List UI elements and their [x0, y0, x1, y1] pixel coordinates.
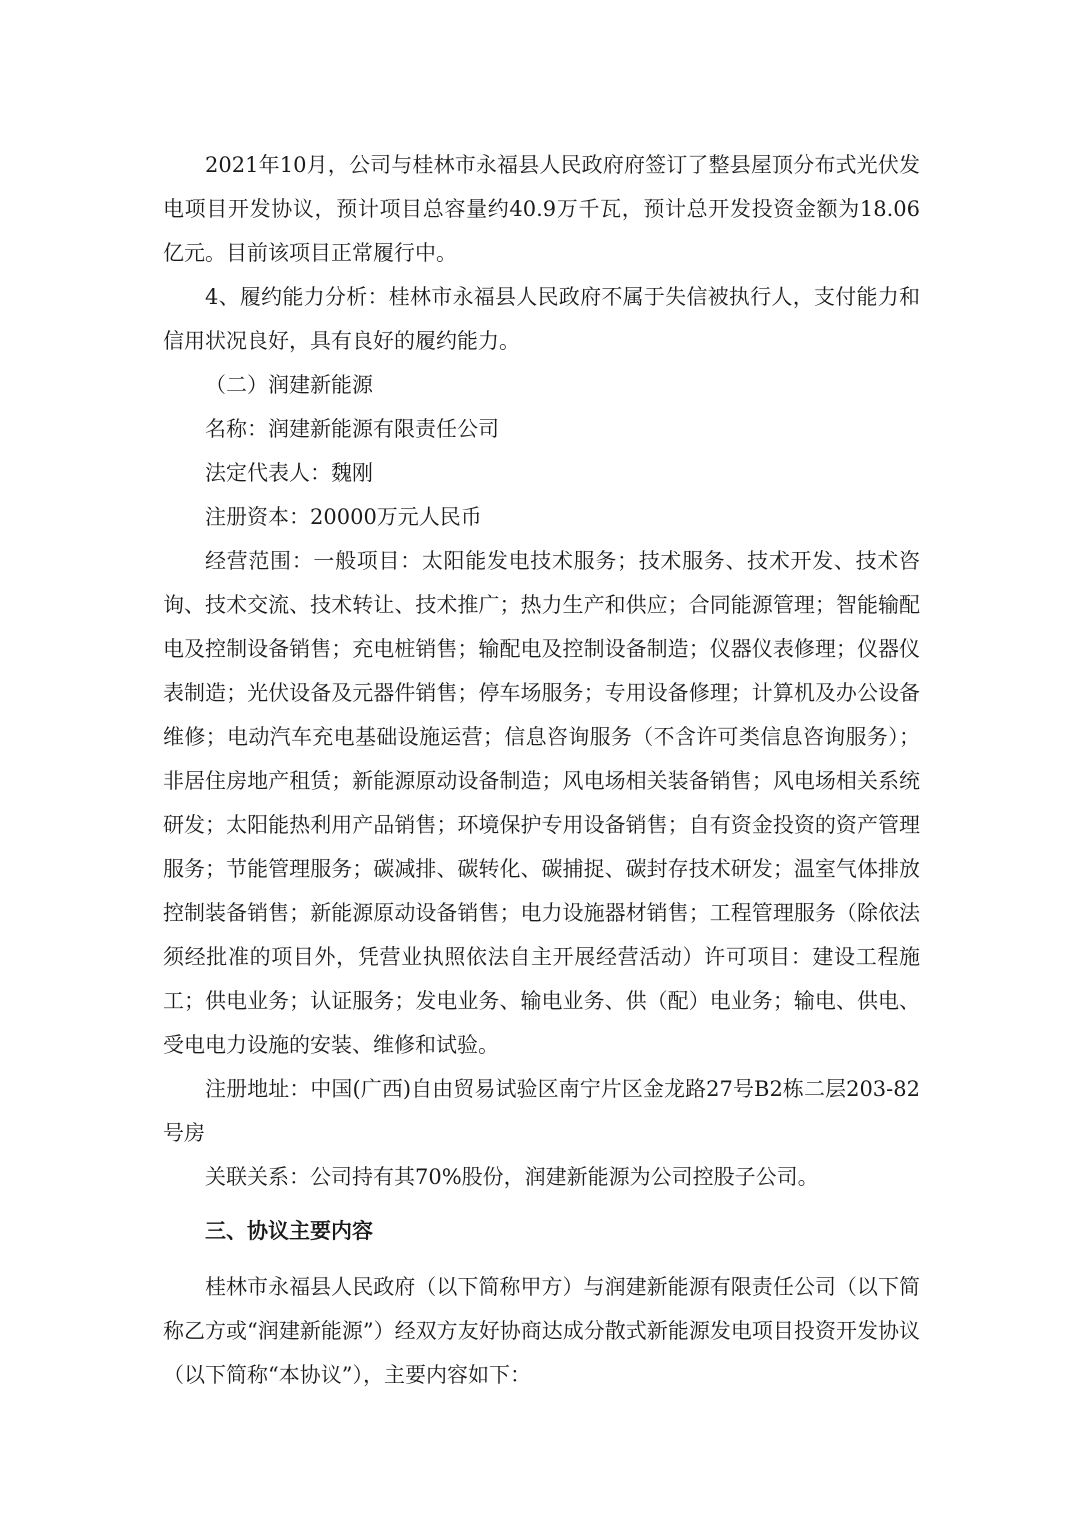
registered-address: 注册地址：中国(广西)自由贸易试验区南宁片区金龙路27号B2栋二层203-82号房 — [163, 1077, 920, 1145]
business-scope: 经营范围：一般项目：太阳能发电技术服务；技术服务、技术开发、技术咨询、技术交流、技术转让、技术推广；热力生产和供应；合同能源管理；智能输配电及控制设备销售；充电桩销售；输配电及控制设备制造；仪器仪表修理；仪器仪表制造；光伏设备及元器件销售；停车场服务；专用设备修理；计算机及办公设备维修；电动汽车充电基础设施运营；信息咨询服务（不含许可类信息咨询服务）；非居住房地产租赁；新能源原动设备制造；风电场相关装备销售；风电场相关系统研发；太阳能热利用产品销售；环境保护专用设备销售；自有资金投资的资产管理服务；节能管理服务；碳减排、碳转化、碳捕捉、碳封存技术研发；温室气体排放控制装备销售；新能源原动设备销售；电力设施器材销售；工程管理服务（除依法须经批准的项目外，凭营业执照依法自主开展经营活动）许可项目：建设工程施工；供电业务；认证服务；发电业务、输电业务、供（配）电业务；输电、供电、受电电力设施的安装、维修和试验。 — [163, 549, 920, 1057]
paragraph-agreement-intro: 桂林市永福县人民政府（以下简称甲方）与润建新能源有限责任公司（以下简称乙方或“润建新能源”）经双方友好协商达成分散式新能源发电项目投资开发协议（以下简称“本协议”），主要内容如下： — [163, 1275, 920, 1387]
subsection-title: （二）润建新能源 — [205, 373, 373, 397]
section-heading: 三、协议主要内容 — [205, 1219, 373, 1243]
paragraph-project-agreement: 2021年10月，公司与桂林市永福县人民政府府签订了整县屋顶分布式光伏发电项目开发协议，预计项目总容量约40.9万千瓦，预计总开发投资金额为18.06亿元。目前该项目正常履行中。 — [163, 153, 920, 265]
paragraph-performance-analysis: 4、履约能力分析：桂林市永福县人民政府不属于失信被执行人，支付能力和信用状况良好，具有良好的履约能力。 — [163, 285, 920, 353]
related-relationship: 关联关系：公司持有其70%股份，润建新能源为公司控股子公司。 — [205, 1165, 819, 1189]
registered-capital: 注册资本：20000万元人民币 — [205, 505, 482, 529]
legal-representative: 法定代表人：魏刚 — [205, 461, 373, 485]
document-body — [163, 143, 920, 1397]
company-name: 名称：润建新能源有限责任公司 — [205, 417, 499, 441]
